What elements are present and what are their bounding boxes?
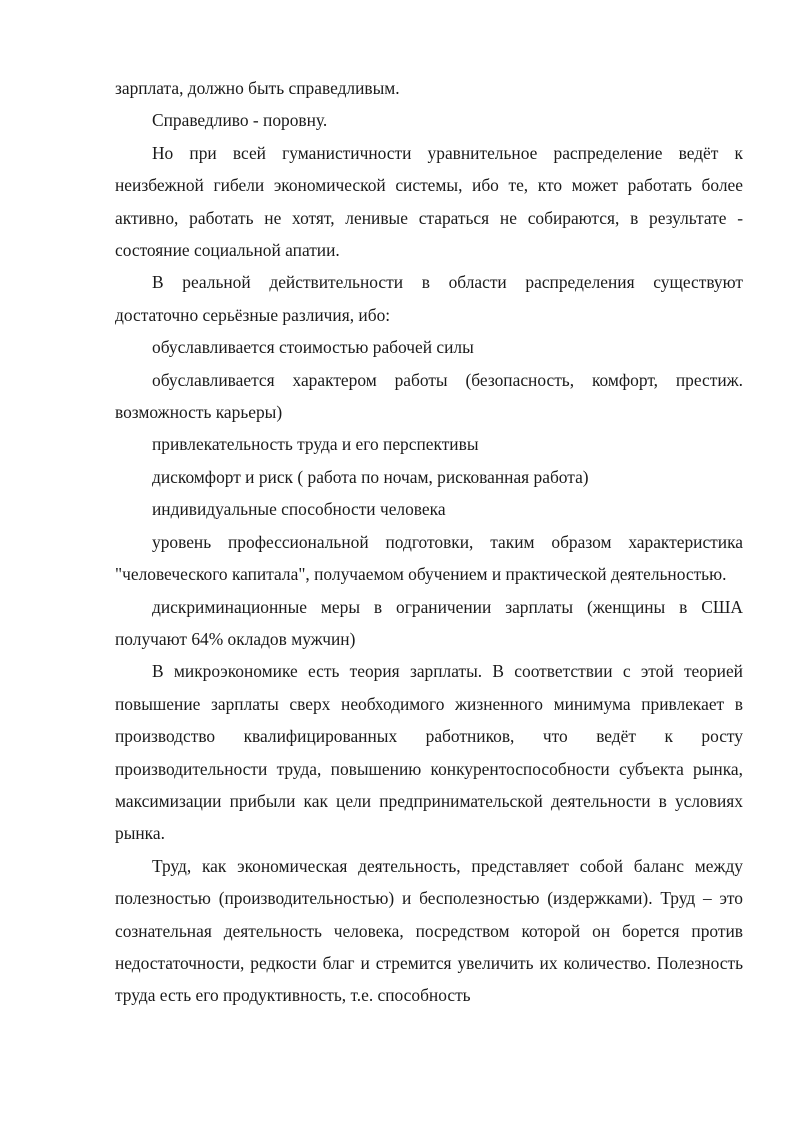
- paragraph: Справедливо - поровну.: [152, 110, 328, 131]
- list-item: дискомфорт и риск ( работа по ночам, рискованная работа): [152, 466, 589, 487]
- paragraph-continuation: зарплата, должно быть справедливым.: [115, 78, 400, 98]
- list-item: дискриминационные меры в ограничении зарплаты (женщины в США получают 64% окладов мужчин): [115, 596, 743, 649]
- paragraph: В микроэкономике есть теория зарплаты. В соответствии с этой теорией повышение зарплаты сверх необходимого жизненного минимума привлекает в производство квалифицированных работников, что ведёт к росту производительности труда, повышению конкурентоспособности субъекта рынка, максимизации прибыли как цели предпринимательской деятельности в условиях рынка.: [115, 661, 743, 844]
- list-item: обуславливается стоимостью рабочей силы: [152, 337, 474, 358]
- paragraph: Труд, как экономическая деятельность, представляет собой баланс между полезностью (производительностью) и бесполезностью (издержками). Труд – это сознательная деятельность человека, посредством которой он борется против недостаточности, редкости благ и стремится увеличить их количество. Полезность труда есть его продуктивность, т.е. способность: [115, 855, 743, 1006]
- list-item: привлекательность труда и его перспективы: [152, 434, 479, 455]
- list-item: обуславливается характером работы (безопасность, комфорт, престиж. возможность карьеры): [115, 369, 743, 423]
- list-item: уровень профессиональной подготовки, таким образом характеристика "человеческого капитала", получаемом обучением и практической деятельностью.: [115, 531, 743, 585]
- paragraph: Но при всей гуманистичности уравнительное распределение ведёт к неизбежной гибели экономической системы, ибо те, кто может работать более активно, работать не хотят, ленивые стараться не собираются, в результате - состояние социальной апатии.: [115, 142, 743, 261]
- list-item: индивидуальные способности человека: [152, 499, 446, 520]
- paragraph: В реальной действительности в области распределения существуют достаточно серьёзные различия, ибо:: [115, 272, 743, 325]
